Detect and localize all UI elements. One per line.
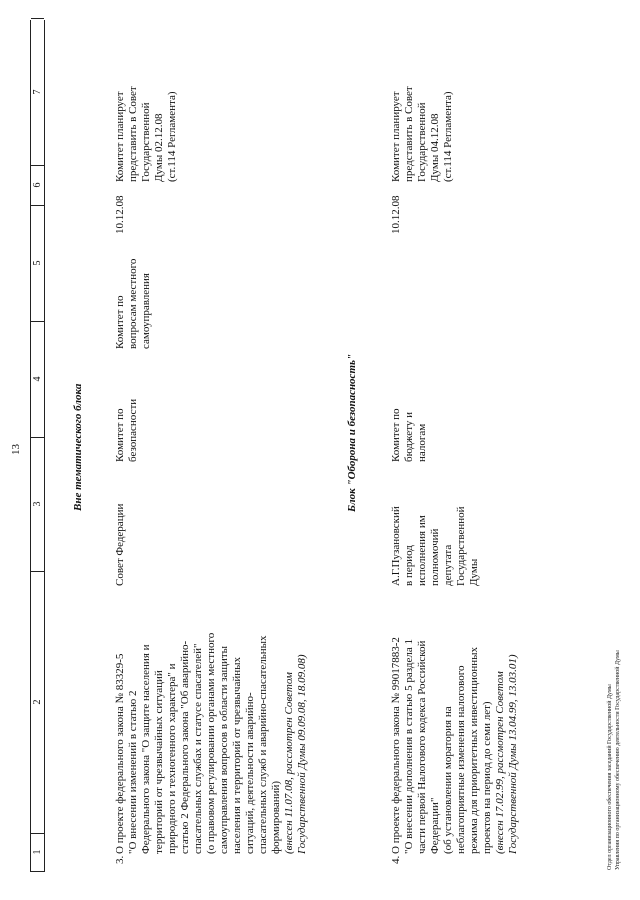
section-title-other: Вне тематического блока xyxy=(72,383,84,511)
initiator-line: исполнения им xyxy=(416,515,428,586)
desc-line: Федерации" xyxy=(429,797,441,854)
desc-line-italic: Государственной Думы 13.04.99, 13.03.01) xyxy=(507,654,519,854)
initiator-line: депутата xyxy=(442,544,454,586)
initiator-line: Государственной xyxy=(455,506,467,586)
section-title-defense: Блок "Оборона и безопасность" xyxy=(346,353,358,512)
note-line: Государственной xyxy=(416,102,428,182)
header-col-4: 4 xyxy=(31,321,44,438)
row-initiator xyxy=(390,486,481,586)
header-col-5: 5 xyxy=(31,205,44,322)
initiator-line: полномочий xyxy=(429,528,441,586)
header-col-7: 7 xyxy=(31,18,44,166)
row-initiator xyxy=(114,486,127,586)
desc-line: проектов на период до семи лет) xyxy=(481,701,493,854)
note-line: Думы 04.12.08 xyxy=(429,113,441,182)
desc-line: неблагоприятные изменения налогового xyxy=(455,665,467,854)
desc-line: ситуаций, деятельности аварийно- xyxy=(244,692,256,854)
row-committee xyxy=(390,372,429,462)
co-committee-line: вопросам местного xyxy=(127,258,139,349)
desc-line: режима для приоритетных инвестиционных xyxy=(468,646,480,854)
header-col-3: 3 xyxy=(31,437,44,572)
row-number: 3. xyxy=(114,855,126,864)
desc-line: "О внесении дополнения в статью 5 раздела 1 xyxy=(403,639,415,854)
desc-line: О проекте федерального закона № 99017883-2 xyxy=(390,637,402,854)
committee-line: Комитет по xyxy=(390,408,402,462)
committee-line: Комитет по xyxy=(114,408,126,462)
desc-line: природного и техногенного характера" и xyxy=(166,663,178,854)
row-description xyxy=(390,604,520,854)
row-number: 4. xyxy=(390,855,402,864)
desc-line: территорий от чрезвычайных ситуаций xyxy=(153,670,165,854)
co-committee-line: самоуправления xyxy=(140,273,152,349)
row-note xyxy=(114,62,179,182)
note-line: (ст.114 Регламента) xyxy=(166,91,178,182)
desc-line: Федерального закона "О защите населения и xyxy=(140,644,152,854)
committee-line: бюджету и налогам xyxy=(403,412,428,462)
desc-line: статью 2 Федерального закона "Об аварийно- xyxy=(179,640,191,854)
row-note xyxy=(390,62,455,182)
note-line: Думы 02.12.08 xyxy=(153,113,165,182)
note-line: Государственной xyxy=(140,102,152,182)
header-col-2: 2 xyxy=(31,571,44,834)
row-date: 10.12.08 xyxy=(114,195,126,234)
co-committee-line: Комитет по xyxy=(114,295,126,349)
desc-line: (об установлении моратория на xyxy=(442,706,454,854)
note-line: (ст.114 Регламента) xyxy=(442,91,454,182)
initiator-line: А.Г.Пузановский xyxy=(390,506,402,586)
note-line: представить в Совет xyxy=(127,86,139,182)
desc-line: самоуправления вопросов в области защиты xyxy=(218,645,230,854)
header-col-1: 1 xyxy=(31,833,44,872)
header-col-6: 6 xyxy=(31,165,44,206)
note-line: Комитет планирует xyxy=(114,91,126,182)
desc-line: спасательных служб и аварийно-спасательных xyxy=(257,635,269,854)
row-date: 10.12.08 xyxy=(390,195,402,234)
note-line: представить в Совет xyxy=(403,86,415,182)
desc-line: населения и территорий от чрезвычайных xyxy=(231,657,243,854)
note-line: Комитет планирует xyxy=(390,91,402,182)
row-committee xyxy=(114,372,140,462)
desc-line: "О внесении изменений в статью 2 xyxy=(127,690,139,854)
committee-line: безопасности xyxy=(127,398,139,462)
desc-line: спасательных службах и статусе спасателей" xyxy=(192,643,204,854)
row-co-committee xyxy=(114,229,153,349)
desc-line: формирований) xyxy=(270,780,282,854)
desc-line-italic: (внесен 11.07.08, рассмотрен Советом xyxy=(283,672,295,854)
row-description xyxy=(114,604,309,854)
table-header xyxy=(30,20,45,872)
desc-line-italic: Государственной Думы 09.09.08, 18.09.08) xyxy=(296,654,308,854)
desc-line: части первой Налогового кодекса Российской xyxy=(416,640,428,854)
initiator-line: Совет Федерации xyxy=(114,503,126,586)
page-number: 13 xyxy=(10,444,22,455)
footer-line: Отдел организационного обеспечения заседаний Государственной Думы xyxy=(607,684,613,870)
desc-line: (о правовом регулировании органами местного xyxy=(205,632,217,854)
initiator-line: в период xyxy=(403,545,415,586)
desc-line: О проекте федерального закона № 83329-5 xyxy=(114,653,126,854)
desc-line-italic: (внесен 17.02.99, рассмотрен Советом xyxy=(494,671,506,854)
initiator-line: Думы xyxy=(468,558,480,586)
footer-line: Управления по организационному обеспечению деятельности Государственной Думы xyxy=(615,650,621,870)
footer xyxy=(606,650,622,870)
